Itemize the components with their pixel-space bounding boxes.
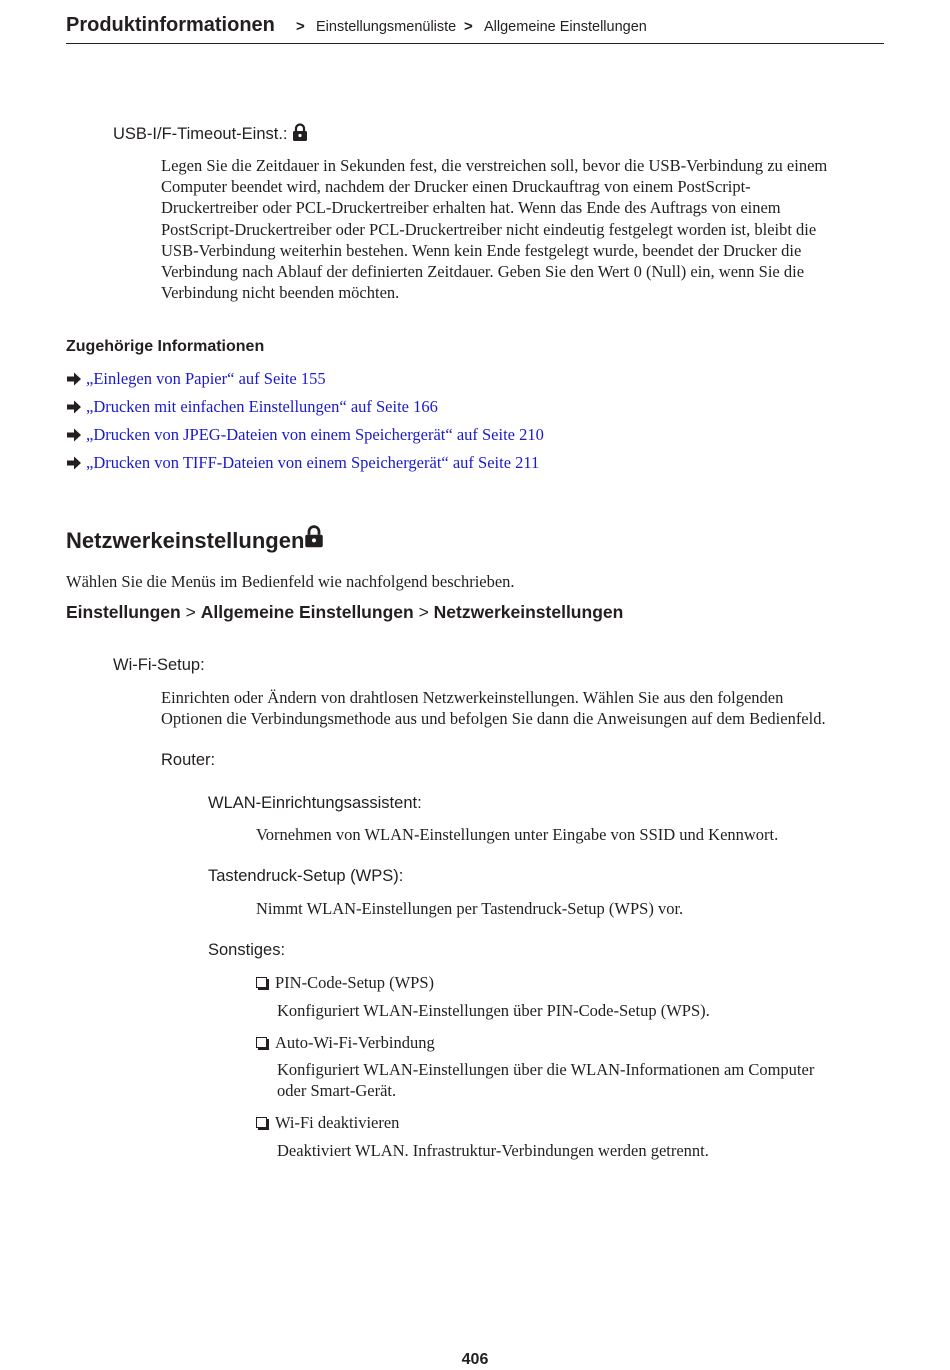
list-item-title: Wi-Fi deaktivieren xyxy=(275,1113,400,1132)
network-settings-heading xyxy=(66,524,324,554)
related-info-heading: Zugehörige Informationen xyxy=(66,338,265,355)
text-line: Optionen die Verbindungsmethode aus und befolgen Sie dann die Anweisungen auf dem Bedienfeld. xyxy=(161,709,826,729)
list-item-description xyxy=(277,1059,897,1101)
page-number: 406 xyxy=(461,1351,489,1368)
checkbox-icon xyxy=(256,1117,267,1128)
text-line: oder Smart-Gerät. xyxy=(277,1081,397,1101)
breadcrumb-item: Allgemeine Einstellungen xyxy=(484,19,647,35)
breadcrumb-separator: > xyxy=(296,18,305,35)
arrow-right-icon xyxy=(66,372,82,386)
list-item-description: Konfiguriert WLAN-Einstellungen über PIN-Code-Setup (WPS). xyxy=(277,1001,710,1020)
text-line: Druckertreiber oder PCL-Druckertreiber erhalten hat. Wenn das Ende des Auftrags von einem xyxy=(161,198,781,218)
related-link-item xyxy=(66,369,326,389)
text-line: Verbindung nach Ablauf der definierten Zeitdauer. Geben Sie den Wert 0 (Null) ein, wenn Sie die xyxy=(161,262,805,282)
usb-timeout-label xyxy=(113,123,308,144)
related-link-jpeg[interactable]: „Drucken von JPEG-Dateien von einem Speichergerät“ auf Seite 210 xyxy=(86,425,544,444)
breadcrumb-item: Einstellungsmenüliste xyxy=(316,19,457,35)
wlan-assistant-description: Vornehmen von WLAN-Einstellungen unter Eingabe von SSID und Kennwort. xyxy=(256,825,779,844)
checkbox-icon xyxy=(256,1037,267,1048)
arrow-right-icon xyxy=(66,456,82,470)
text-line: Legen Sie die Zeitdauer in Sekunden fest, die verstreichen soll, bevor die USB-Verbindung zu einem xyxy=(161,156,828,175)
text-line: Einrichten oder Ändern von drahtlosen Netzwerkeinstellungen. Wählen Sie aus den folgenden xyxy=(161,688,784,707)
wps-button-description: Nimmt WLAN-Einstellungen per Tastendruck-Setup (WPS) vor. xyxy=(256,899,684,918)
other-label: Sonstiges: xyxy=(208,941,286,959)
list-item xyxy=(256,1032,435,1053)
text-line: USB-Verbindung weiterhin bestehen. Wenn kein Ende festgelegt wurde, beendet der Drucker die xyxy=(161,240,802,260)
list-item-title: Auto-Wi-Fi-Verbindung xyxy=(275,1033,435,1052)
network-intro-text: Wählen Sie die Menüs im Bedienfeld wie nachfolgend beschrieben. xyxy=(66,572,515,591)
related-link-papier[interactable]: „Einlegen von Papier“ auf Seite 155 xyxy=(86,369,326,388)
list-item-title: PIN-Code-Setup (WPS) xyxy=(275,973,435,992)
list-item-description: Deaktiviert WLAN. Infrastruktur-Verbindungen werden getrennt. xyxy=(277,1141,709,1160)
text-line: PostScript-Druckertreiber oder PCL-Druckertreiber nicht eindeutig festgelegt worden ist, bleibt die xyxy=(161,219,817,239)
menu-path-item: Netzwerkeinstellungen xyxy=(433,602,624,622)
related-link-drucken-einfach[interactable]: „Drucken mit einfachen Einstellungen“ auf Seite 166 xyxy=(86,397,438,416)
related-link-item xyxy=(66,453,539,473)
wifi-setup-label: Wi-Fi-Setup: xyxy=(113,656,205,674)
checkbox-icon xyxy=(256,977,267,988)
list-item xyxy=(256,1112,399,1133)
usb-timeout-description xyxy=(161,155,891,303)
header-section-title: Produktinformationen xyxy=(66,14,275,36)
wifi-setup-description xyxy=(161,687,901,729)
lock-icon xyxy=(304,524,324,548)
arrow-right-icon xyxy=(66,428,82,442)
menu-path xyxy=(66,602,623,623)
menu-path-separator: > xyxy=(185,602,196,622)
text-line: Verbindung nicht beenden möchten. xyxy=(161,283,400,303)
router-label: Router: xyxy=(161,751,216,769)
breadcrumb-separator: > xyxy=(464,18,473,35)
menu-path-separator: > xyxy=(418,602,429,622)
network-settings-title: Netzwerkeinstellungen xyxy=(66,528,305,553)
usb-timeout-label-text: USB-I/F-Timeout-Einst.: xyxy=(113,125,288,143)
list-item xyxy=(256,972,434,993)
menu-path-item: Allgemeine Einstellungen xyxy=(200,602,414,622)
related-link-tiff[interactable]: „Drucken von TIFF-Dateien von einem Speichergerät“ auf Seite 211 xyxy=(86,453,540,472)
related-link-item xyxy=(66,397,438,417)
arrow-right-icon xyxy=(66,400,82,414)
related-link-item xyxy=(66,425,544,445)
wlan-assistant-label: WLAN-Einrichtungsassistent: xyxy=(208,794,422,812)
text-line: Computer beendet wird, nachdem der Drucker einen Druckauftrag von einem PostScript- xyxy=(161,177,751,197)
text-line: Konfiguriert WLAN-Einstellungen über die WLAN-Informationen am Computer xyxy=(277,1060,815,1079)
lock-icon xyxy=(292,123,308,141)
wps-button-label: Tastendruck-Setup (WPS): xyxy=(208,867,404,885)
menu-path-item: Einstellungen xyxy=(66,602,181,622)
page-header xyxy=(66,12,884,44)
